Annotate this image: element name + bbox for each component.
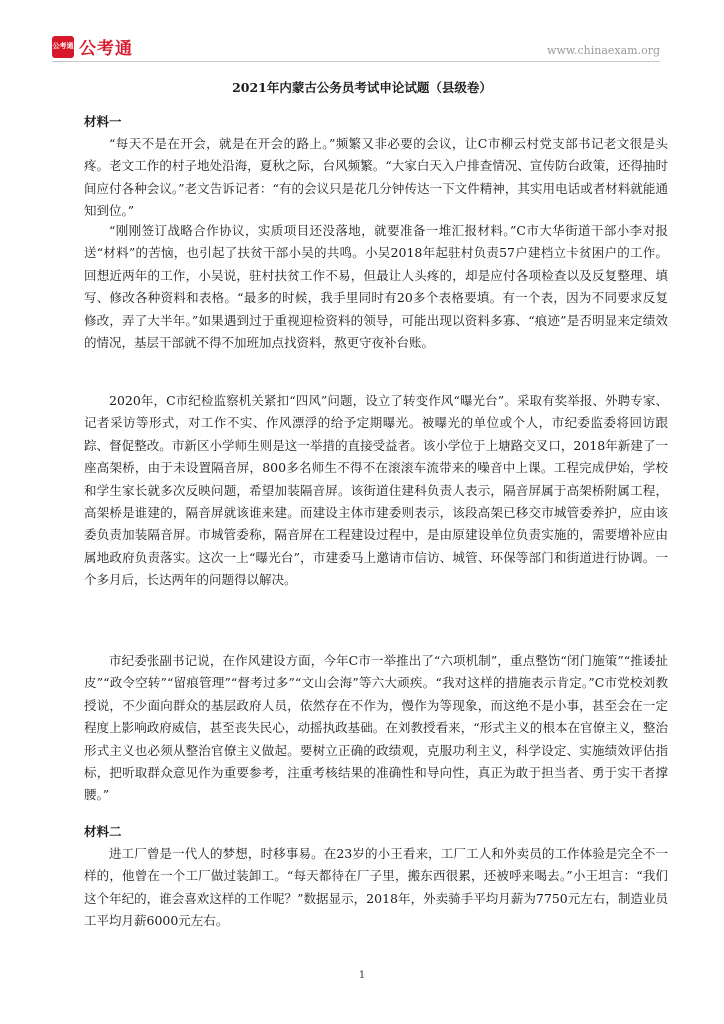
site-url-link[interactable]: www.chinaexam.org: [547, 44, 660, 57]
paragraph-1: “每天不是在开会，就是在开会的路上。”频繁又非必要的会议，让C市柳云村党支部书记老文很是头疼。老文工作的村子地处沿海，夏秋之际，台风频繁。“大家白天入户排查情况、宣传防台政策，还得抽时间应付各种会议。”老文告诉记者：“有的会议只是花几分钟传达一下文件精神，其实用电话或者材料就能通知到位。”: [84, 136, 668, 219]
document-title: 2021年内蒙古公务员考试申论试题（县级卷）: [232, 80, 492, 95]
brand-logo[interactable]: [52, 34, 133, 59]
paragraph-4: 市纪委张副书记说，在作风建设方面，今年C市一举推出了“六项机制”，重点整饬“闭门施策”“推诿扯皮”“政令空转”“留痕管理”“督考过多”“文山会海”等六大顽疾。“我对这样的措施表示肯定。”C市党校刘教授说，不少面向群众的基层政府人员，依然存在不作为，慢作为等现象，而这绝不是小事，甚至会在一定程度上影响政府威信，甚至丧失民心，动摇执政基础。在刘教授看来，“形式主义的根本在官僚主义，整治形式主义也必须从整治官僚主义做起。要树立正确的政绩观，克服功利主义，科学设定、实施绩效评估指标，把听取群众意见作为重要参考，注重考核结果的准确性和导向性，真正为敢于担当者、勇于实干者撑腰。”: [84, 653, 668, 803]
logo-text: 公考通: [79, 39, 133, 59]
header-divider: [52, 61, 660, 62]
page-header: [52, 34, 672, 60]
page-number: 1: [358, 970, 366, 981]
logo-badge-icon: 公考通: [52, 36, 74, 58]
section-label-material-2: 材料二: [84, 824, 122, 839]
paragraph-5: 进工厂曾是一代人的梦想，时移事易。在23岁的小王看来，工厂工人和外卖员的工作体验是完全不一样的，他曾在一个工厂做过装卸工。“每天都待在厂子里，搬东西很累，还被呼来喝去。”小王坦言：“我们这个年纪的，谁会喜欢这样的工作呢？”数据显示，2018年，外卖骑手平均月薪为7750元左右，制造业员工平均月薪6000元左右。: [84, 846, 668, 929]
paragraph-3: 2020年，C市纪检监察机关紧扣“四风”问题，设立了转变作风“曝光台”。采取有奖举报、外聘专家、记者采访等形式，对工作不实、作风漂浮的给予定期曝光。被曝光的单位或个人，市纪委监委将回访跟踪、督促整改。市新区小学师生则是这一举措的直接受益者。该小学位于上塘路交叉口，2018年新建了一座高架桥，由于未设置隔音屏，800多名师生不得不在滚滚车流带来的噪音中上课。工程完成伊始，学校和学生家长就多次反映问题，希望加装隔音屏。该街道住建科负责人表示，隔音屏属于高架桥附属工程，高架桥是谁建的，隔音屏就该谁来建。而建设主体市建委则表示，该段高架已移交市城管委养护，应由该委负责加装隔音屏。市城管委称，隔音屏在工程建设过程中，是由原建设单位负责实施的，需要增补应由属地政府负责落实。这次一上“曝光台”，市建委马上邀请市信访、城管、环保等部门和街道进行协调。一个多月后，长达两年的问题得以解决。: [84, 393, 668, 588]
section-label-material-1: 材料一: [84, 114, 122, 129]
paragraph-2: “刚刚签订战略合作协议，实质项目还没落地，就要准备一堆汇报材料。”C市大华街道干部小李对报送“材料”的苦恼，也引起了扶贫干部小吴的共鸣。小吴2018年起驻村负责57户建档立卡贫困户的工作。回想近两年的工作，小吴说，驻村扶贫工作不易，但最让人头疼的，却是应付各项检查以及反复整理、填写、修改各种资料和表格。“最多的时候，我手里同时有20多个表格要填。有一个表，因为不同要求反复修改，弄了大半年。”如果遇到过于重视迎检资料的领导，可能出现以资料多寡、“痕迹”是否明显来定绩效的情况，基层干部就不得不加班加点找资料，熬更守夜补台账。: [84, 223, 668, 351]
